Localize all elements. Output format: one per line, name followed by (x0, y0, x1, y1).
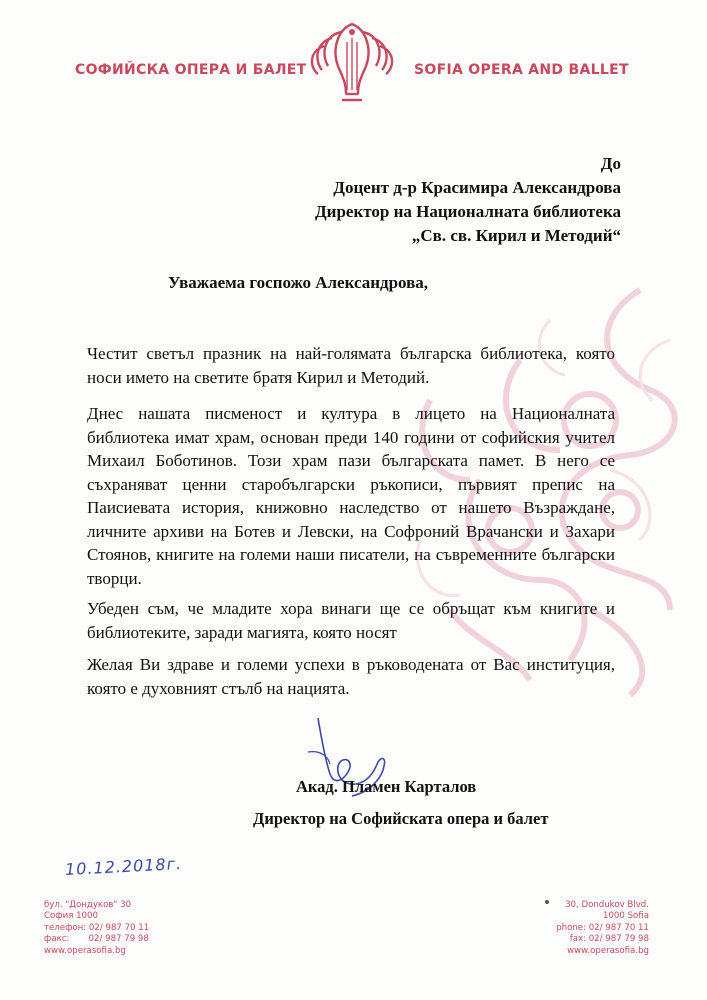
signatory-name: Акад. Пламен Карталов (296, 777, 477, 796)
footer-address-bulgarian (44, 900, 149, 957)
addressee-to: До (600, 154, 621, 173)
brand-name-bulgarian: СОФИЙСКА ОПЕРА И БАЛЕТ (75, 62, 307, 78)
paragraph-1: Честит светъл празник на най-голямата българска библиотека, която носи името на светите братя Кирил и Методий. (87, 344, 615, 387)
footer-address-english (556, 900, 649, 957)
footer-left-line: телефон: 02/ 987 70 11 (44, 922, 150, 933)
paragraph-2: Днес нашата писменост и култура в лицето на Националната библиотека имат храм, основан преди 140 години от софийския учител Михаил Боботинов. Този храм пази българската памет. В него се съхраняват ценни старобългарски ръкописи, първият препис на Паисиевата история, книжовно наследство от нашето Възраждане, личните архиви на Ботев и Левски, на Софроний Врачански и Захари Стоянов, книгите на големи наши писатели, на съвременните български творци. (87, 404, 615, 588)
signatory-title: Директор на Софийската опера и балет (253, 809, 549, 828)
footer-left-line: факс: 02/ 987 79 98 (44, 934, 149, 945)
footer-left-website: www.operasofia.bg (44, 945, 126, 956)
footer-right-line: fax: 02/ 987 79 98 (569, 934, 649, 945)
footer-left-line: София 1000 (44, 911, 98, 922)
footer-left-line: бул. "Дондуков" 30 (44, 900, 132, 910)
footer-right-website: www.operasofia.bg (567, 945, 649, 956)
scan-speck (545, 900, 549, 904)
footer-right-line: 30, Dondukov Blvd. (565, 900, 649, 910)
addressee-name: Доцент д-р Красимира Александрова (333, 178, 621, 197)
footer-right-line: 1000 Sofia (603, 911, 649, 922)
salutation: Уважаема госпожо Александрова, (168, 273, 429, 292)
brand-name-english: SOFIA OPERA AND BALLET (414, 62, 629, 78)
addressee-institution: „Св. св. Кирил и Методий“ (411, 226, 621, 245)
lyre-ornament-icon (302, 20, 402, 106)
addressee-position: Директор на Националната библиотека (314, 202, 621, 221)
paragraph-4: Желая Ви здраве и големи успехи в ръководената от Вас институция, която е духовният стълб на нацията. (87, 655, 615, 698)
footer-right-line: phone: 02/ 987 70 11 (556, 922, 649, 933)
paragraph-3: Убеден съм, че младите хора винаги ще се обръщат към книгите и библиотеките, заради магията, която носят (87, 599, 615, 642)
handwritten-date: 10.12.2018г. (64, 853, 183, 880)
